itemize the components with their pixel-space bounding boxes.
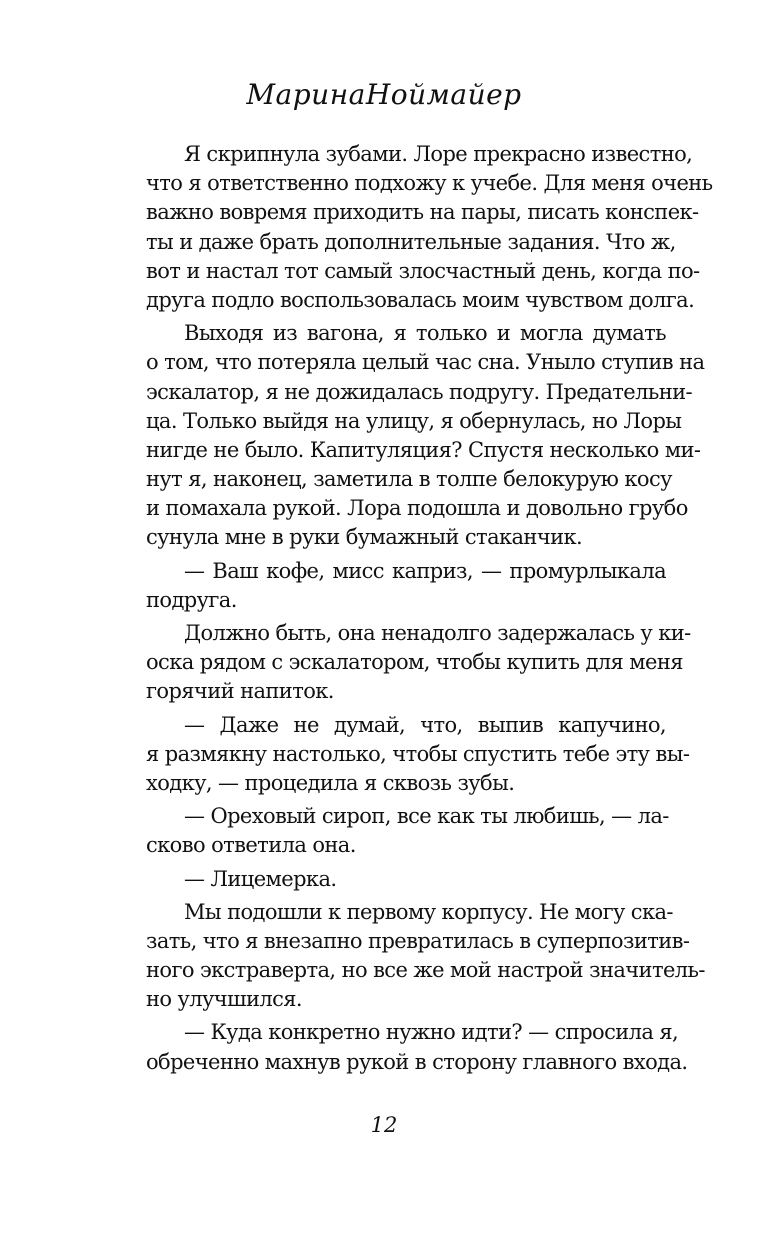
text-line: — Куда конкретно нужно идти? — спросила я,	[184, 1020, 679, 1045]
text-line: и помахала рукой. Лора подошла и довольно грубо	[146, 496, 688, 521]
text-line: ты и даже брать дополнительные задания. Что ж,	[146, 229, 676, 254]
text-line: о том, что потеряла целый час сна. Уныло ступив на	[146, 350, 705, 375]
text-line: что я ответственно подхожу к учебе. Для меня очень	[146, 171, 713, 196]
text-line: ходку, — процедила я сквозь зубы.	[146, 770, 515, 795]
text-line: оска рядом с эскалатором, чтобы купить для меня	[146, 650, 683, 675]
text-line: подруга.	[146, 587, 237, 612]
text-line: — Лицемерка.	[184, 866, 337, 891]
text-line: я размякну настолько, чтобы спустить тебе эту вы-	[146, 741, 690, 766]
text-line: Должно быть, она ненадолго задержалась у ки-	[184, 621, 691, 645]
text-line: важно вовремя приходить на пары, писать конспек-	[146, 200, 699, 225]
text-line: — Ваш кофе, мисс каприз, — промурлыкала	[184, 558, 666, 583]
text-line: друга подло воспользовалась моим чувством долга.	[146, 287, 695, 312]
text-line: зать, что я внезапно превратилась в суперпозитив-	[146, 928, 690, 953]
text-line: Мы подошли к первому корпусу. Не могу ска-	[184, 899, 673, 924]
text-line: нигде не было. Капитуляция? Спустя несколько ми-	[146, 437, 701, 462]
text-line: ца. Только выйдя на улицу, я обернулась, но Лоры	[146, 408, 682, 433]
text-line: эскалатор, я не дожидалась подругу. Предательни-	[146, 379, 692, 404]
text-line: нут я, наконец, заметила в толпе белокурую косу	[146, 467, 672, 492]
text-line: сунула мне в руки бумажный стаканчик.	[146, 525, 583, 550]
page-number: 12	[370, 1113, 398, 1137]
text-line: Я скрипнула зубами. Лоре прекрасно известно,	[184, 142, 693, 166]
text-line: — Ореховый сироп, все как ты любишь, — ла-	[184, 804, 669, 829]
text-line: горячий напиток.	[146, 679, 334, 704]
text-line: Выходя из вагона, я только и могла думать	[184, 321, 666, 346]
text-line: ного экстраверта, но все же мой настрой значитель-	[146, 958, 705, 983]
text-line: обреченно махнув рукой в сторону главного входа.	[146, 1049, 688, 1074]
text-line: — Даже не думай, что, выпив капучино,	[184, 712, 666, 737]
running-head-author: МаринаНоймайер	[246, 78, 522, 111]
text-line: но улучшился.	[146, 987, 302, 1012]
text-line: вот и настал тот самый злосчастный день, когда по-	[146, 258, 700, 283]
text-line: сково ответила она.	[146, 833, 356, 858]
body-text	[146, 140, 713, 1077]
